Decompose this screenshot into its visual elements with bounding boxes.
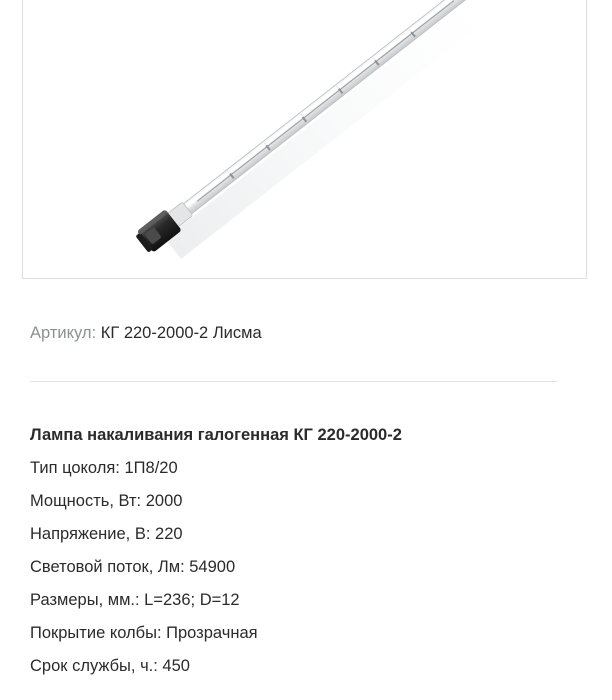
lamp-image <box>23 0 586 278</box>
spec-line: Тип цоколя: 1П8/20 <box>30 459 178 477</box>
specs-section <box>30 424 590 688</box>
product-image-card <box>22 0 587 279</box>
lamp-illustration <box>83 0 543 279</box>
spec-line: Размеры, мм.: L=236; D=12 <box>30 591 240 609</box>
article-label: Артикул: <box>30 324 97 342</box>
article-row <box>30 322 262 344</box>
spec-line: Световой поток, Лм: 54900 <box>30 558 236 576</box>
spec-line: Покрытие колбы: Прозрачная <box>30 624 258 642</box>
article-value: КГ 220-2000-2 Лисма <box>100 324 262 342</box>
spec-line: Напряжение, В: 220 <box>30 525 183 543</box>
spec-title: Лампа накаливания галогенная КГ 220-2000-2 <box>30 426 402 444</box>
spec-line: Срок службы, ч.: 450 <box>30 657 190 675</box>
spec-line: Мощность, Вт: 2000 <box>30 492 183 510</box>
section-divider <box>30 381 557 382</box>
